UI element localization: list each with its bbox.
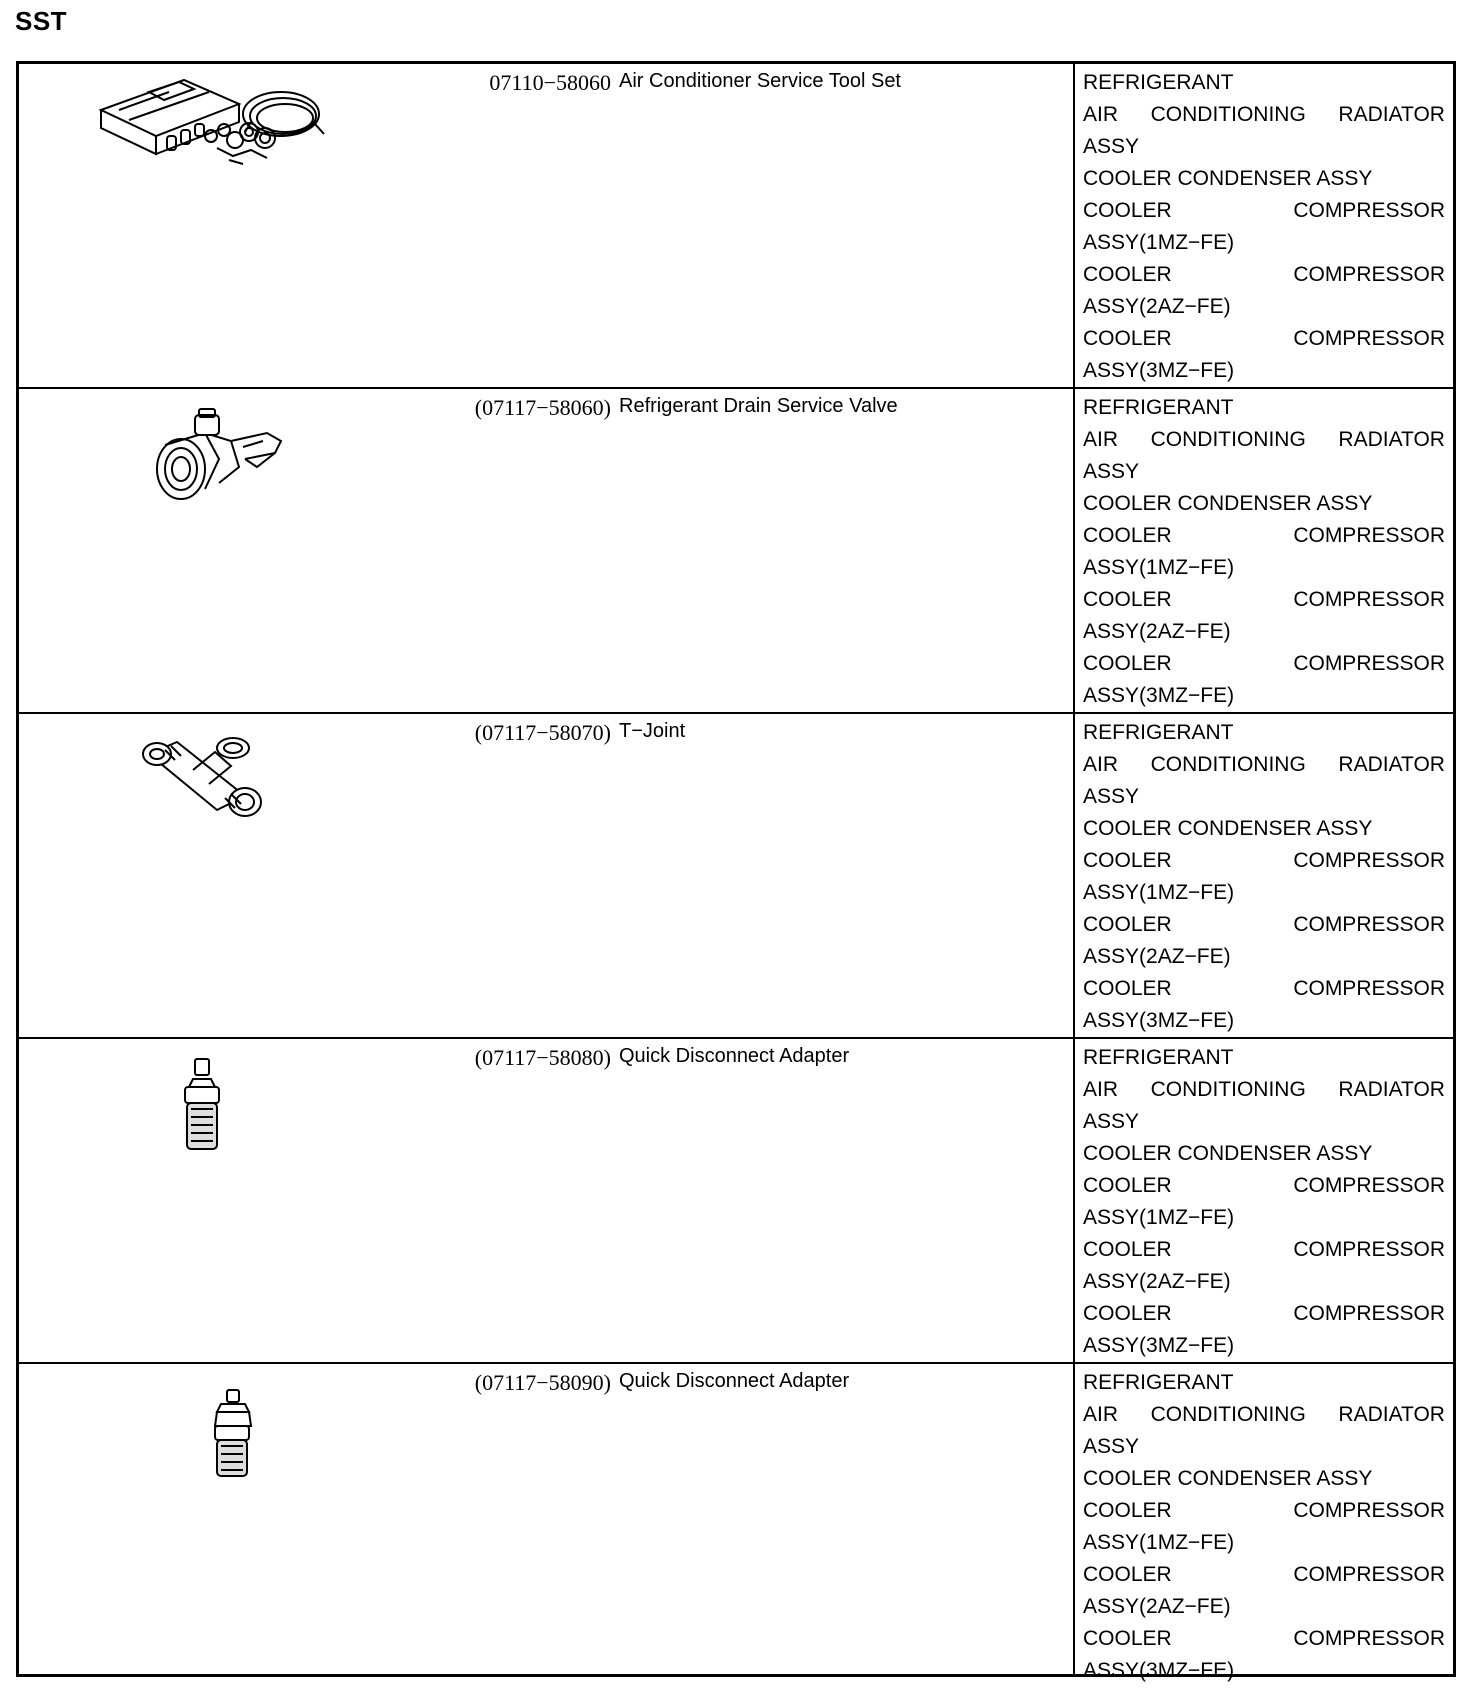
table-row (19, 64, 1453, 389)
usage-line: COOLER COMPRESSOR (1083, 1238, 1445, 1261)
usage-line: ASSY(1MZ−FE) (1083, 1206, 1235, 1229)
tool-name: T−Joint (619, 720, 686, 742)
usage-list (1083, 1042, 1445, 1362)
column-divider (1073, 1039, 1075, 1362)
usage-line: ASSY(2AZ−FE) (1083, 1270, 1231, 1293)
usage-line: ASSY (1083, 1110, 1140, 1133)
usage-line: ASSY(2AZ−FE) (1083, 945, 1231, 968)
usage-line: COOLER COMPRESSOR (1083, 1627, 1445, 1650)
tool-name: Refrigerant Drain Service Valve (619, 395, 898, 417)
usage-list (1083, 67, 1445, 387)
table-row (19, 1364, 1453, 1682)
part-number: (07117−58060) (474, 395, 611, 420)
usage-line: COOLER COMPRESSOR (1083, 1563, 1445, 1586)
usage-line: ASSY(3MZ−FE) (1083, 359, 1235, 382)
usage-line: COOLER COMPRESSOR (1083, 588, 1445, 611)
column-divider (1073, 64, 1075, 387)
usage-line: REFRIGERANT (1083, 71, 1234, 94)
usage-line: ASSY (1083, 460, 1140, 483)
part-number: (07117−58080) (474, 1045, 611, 1070)
usage-line: AIR CONDITIONING RADIATOR (1083, 428, 1445, 451)
usage-line: ASSY (1083, 785, 1140, 808)
part-number: 07110−58060 (489, 70, 611, 95)
usage-line: ASSY (1083, 1435, 1140, 1458)
usage-line: AIR CONDITIONING RADIATOR (1083, 1078, 1445, 1101)
part-number: (07117−58070) (474, 720, 611, 745)
page-title: SST (15, 6, 68, 36)
usage-list (1083, 392, 1445, 712)
table-row (19, 714, 1453, 1039)
tool-name: Quick Disconnect Adapter (619, 1370, 850, 1392)
usage-line: COOLER CONDENSER ASSY (1083, 492, 1373, 515)
service-tool-set-icon (19, 64, 439, 389)
usage-line: ASSY(2AZ−FE) (1083, 295, 1231, 318)
quick-disconnect-adapter-icon (19, 1039, 439, 1364)
usage-line: COOLER COMPRESSOR (1083, 849, 1445, 872)
part-number: (07117−58090) (474, 1370, 611, 1395)
usage-line: COOLER COMPRESSOR (1083, 1174, 1445, 1197)
usage-line: ASSY(3MZ−FE) (1083, 1334, 1235, 1357)
usage-line: REFRIGERANT (1083, 396, 1234, 419)
usage-line: REFRIGERANT (1083, 1046, 1234, 1069)
usage-line: COOLER CONDENSER ASSY (1083, 1142, 1373, 1165)
usage-line: COOLER CONDENSER ASSY (1083, 817, 1373, 840)
usage-line: ASSY(3MZ−FE) (1083, 1659, 1235, 1682)
usage-line: ASSY(1MZ−FE) (1083, 556, 1235, 579)
table-row (19, 1039, 1453, 1364)
usage-line: AIR CONDITIONING RADIATOR (1083, 1403, 1445, 1426)
usage-list (1083, 717, 1445, 1037)
usage-line: COOLER CONDENSER ASSY (1083, 167, 1373, 190)
usage-line: COOLER COMPRESSOR (1083, 913, 1445, 936)
usage-line: COOLER COMPRESSOR (1083, 652, 1445, 675)
column-divider (1073, 1364, 1075, 1674)
drain-service-valve-icon (19, 389, 439, 714)
usage-line: ASSY(1MZ−FE) (1083, 1531, 1235, 1554)
usage-line: ASSY(2AZ−FE) (1083, 1595, 1231, 1618)
usage-line: ASSY(1MZ−FE) (1083, 881, 1235, 904)
table-row (19, 389, 1453, 714)
usage-list (1083, 1367, 1445, 1687)
usage-line: COOLER COMPRESSOR (1083, 977, 1445, 1000)
usage-line: REFRIGERANT (1083, 721, 1234, 744)
usage-line: ASSY (1083, 135, 1140, 158)
quick-disconnect-adapter-icon (19, 1364, 439, 1674)
usage-line: COOLER COMPRESSOR (1083, 327, 1445, 350)
usage-line: ASSY(3MZ−FE) (1083, 1009, 1235, 1032)
column-divider (1073, 714, 1075, 1037)
usage-line: REFRIGERANT (1083, 1371, 1234, 1394)
t-joint-icon (19, 714, 439, 1039)
usage-line: COOLER CONDENSER ASSY (1083, 1467, 1373, 1490)
usage-line: COOLER COMPRESSOR (1083, 199, 1445, 222)
usage-line: COOLER COMPRESSOR (1083, 1302, 1445, 1325)
usage-line: AIR CONDITIONING RADIATOR (1083, 103, 1445, 126)
usage-line: COOLER COMPRESSOR (1083, 1499, 1445, 1522)
usage-line: ASSY(2AZ−FE) (1083, 620, 1231, 643)
usage-line: COOLER COMPRESSOR (1083, 524, 1445, 547)
usage-line: ASSY(3MZ−FE) (1083, 684, 1235, 707)
tool-name: Air Conditioner Service Tool Set (619, 70, 901, 92)
sst-table (16, 61, 1456, 1682)
usage-line: ASSY(1MZ−FE) (1083, 231, 1235, 254)
usage-line: AIR CONDITIONING RADIATOR (1083, 753, 1445, 776)
tool-name: Quick Disconnect Adapter (619, 1045, 850, 1067)
usage-line: COOLER COMPRESSOR (1083, 263, 1445, 286)
column-divider (1073, 389, 1075, 712)
